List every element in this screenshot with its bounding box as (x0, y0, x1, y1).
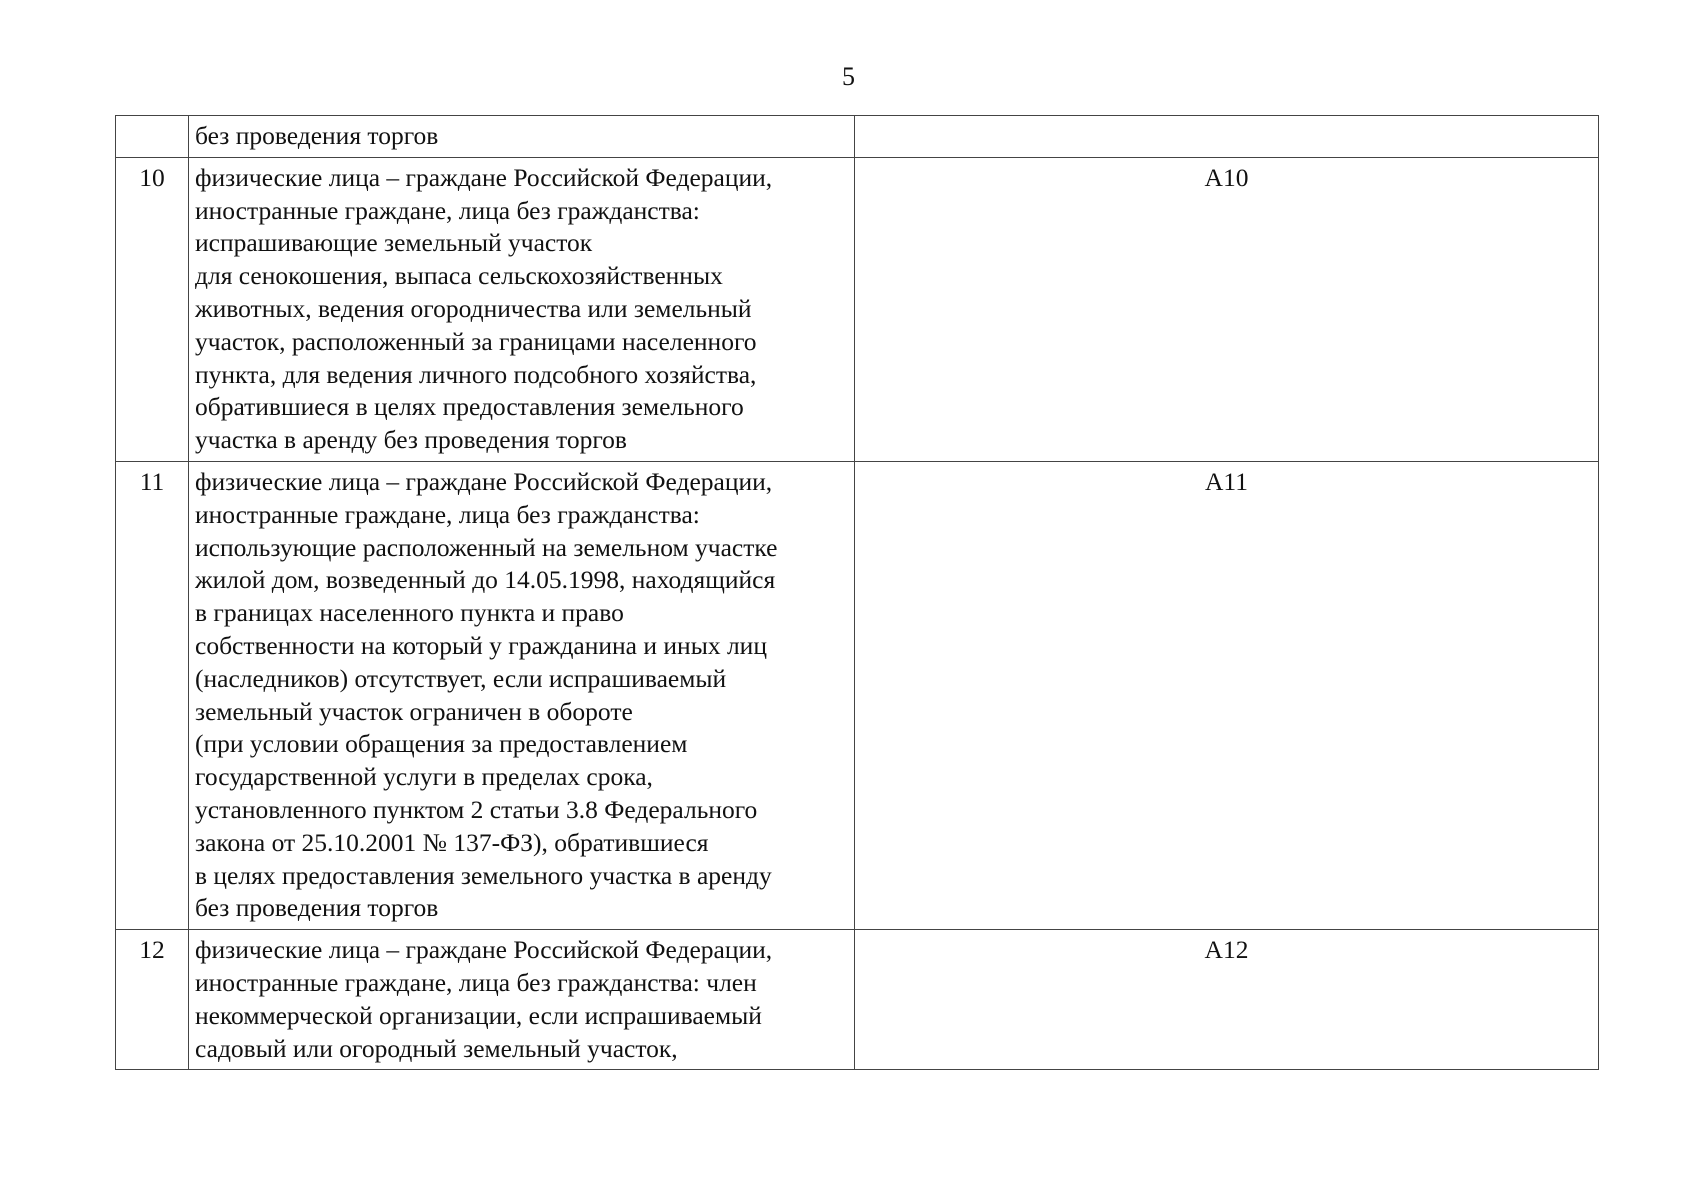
table-row (116, 930, 1599, 1070)
description-text: физические лица – граждане Российской Федерации, иностранные граждане, лица без гражданства: член некоммерческой организации, если испрашиваемый садовый или огородный земельный участок, (195, 935, 773, 1063)
code-cell: А12 (855, 930, 1599, 1070)
page-number: 5 (842, 62, 855, 91)
table-row (116, 157, 1599, 461)
row-number-cell (116, 116, 189, 158)
description-cell (189, 157, 855, 461)
description-text: физические лица – граждане Российской Федерации, иностранные граждане, лица без гражданства: испрашивающие земельный участок для сенокошения, выпаса сельскохозяйственных животных, ведения огородничества или земельный участок, расположенный за границами населенного пункта, для ведения личного подсобного хозяйства, обратившиеся в целях предоставления земельного участка в аренду без проведения торгов (195, 162, 773, 455)
row-number-cell: 12 (116, 930, 189, 1070)
row-number-cell: 11 (116, 461, 189, 929)
code-cell (855, 116, 1599, 158)
code-cell: А10 (855, 157, 1599, 461)
code-cell: А11 (855, 461, 1599, 929)
table-row (116, 461, 1599, 929)
applicant-categories-table (115, 115, 1599, 1070)
description-cell (189, 930, 855, 1070)
description-cell (189, 461, 855, 929)
table-row (116, 116, 1599, 158)
description-text: без проведения торгов (195, 121, 439, 150)
row-number-cell: 10 (116, 157, 189, 461)
description-text: физические лица – граждане Российской Федерации, иностранные граждане, лица без гражданства: использующие расположенный на земельном участке жилой дом, возведенный до 14.05.1998, находящийся в границах населенного пункта и право собственности на который у гражданина и иных лиц (наследников) отсутствует, если испрашиваемый земельный участок ограничен в обороте (при условии обращения за предоставлением государственной услуги в пределах срока, установленного пунктом 2 статьи 3.8 Федерального закона от 25.10.2001 № 137-ФЗ), обратившиеся в целях предоставления земельного участка в аренду без проведения торгов (195, 466, 778, 923)
description-cell (189, 116, 855, 158)
